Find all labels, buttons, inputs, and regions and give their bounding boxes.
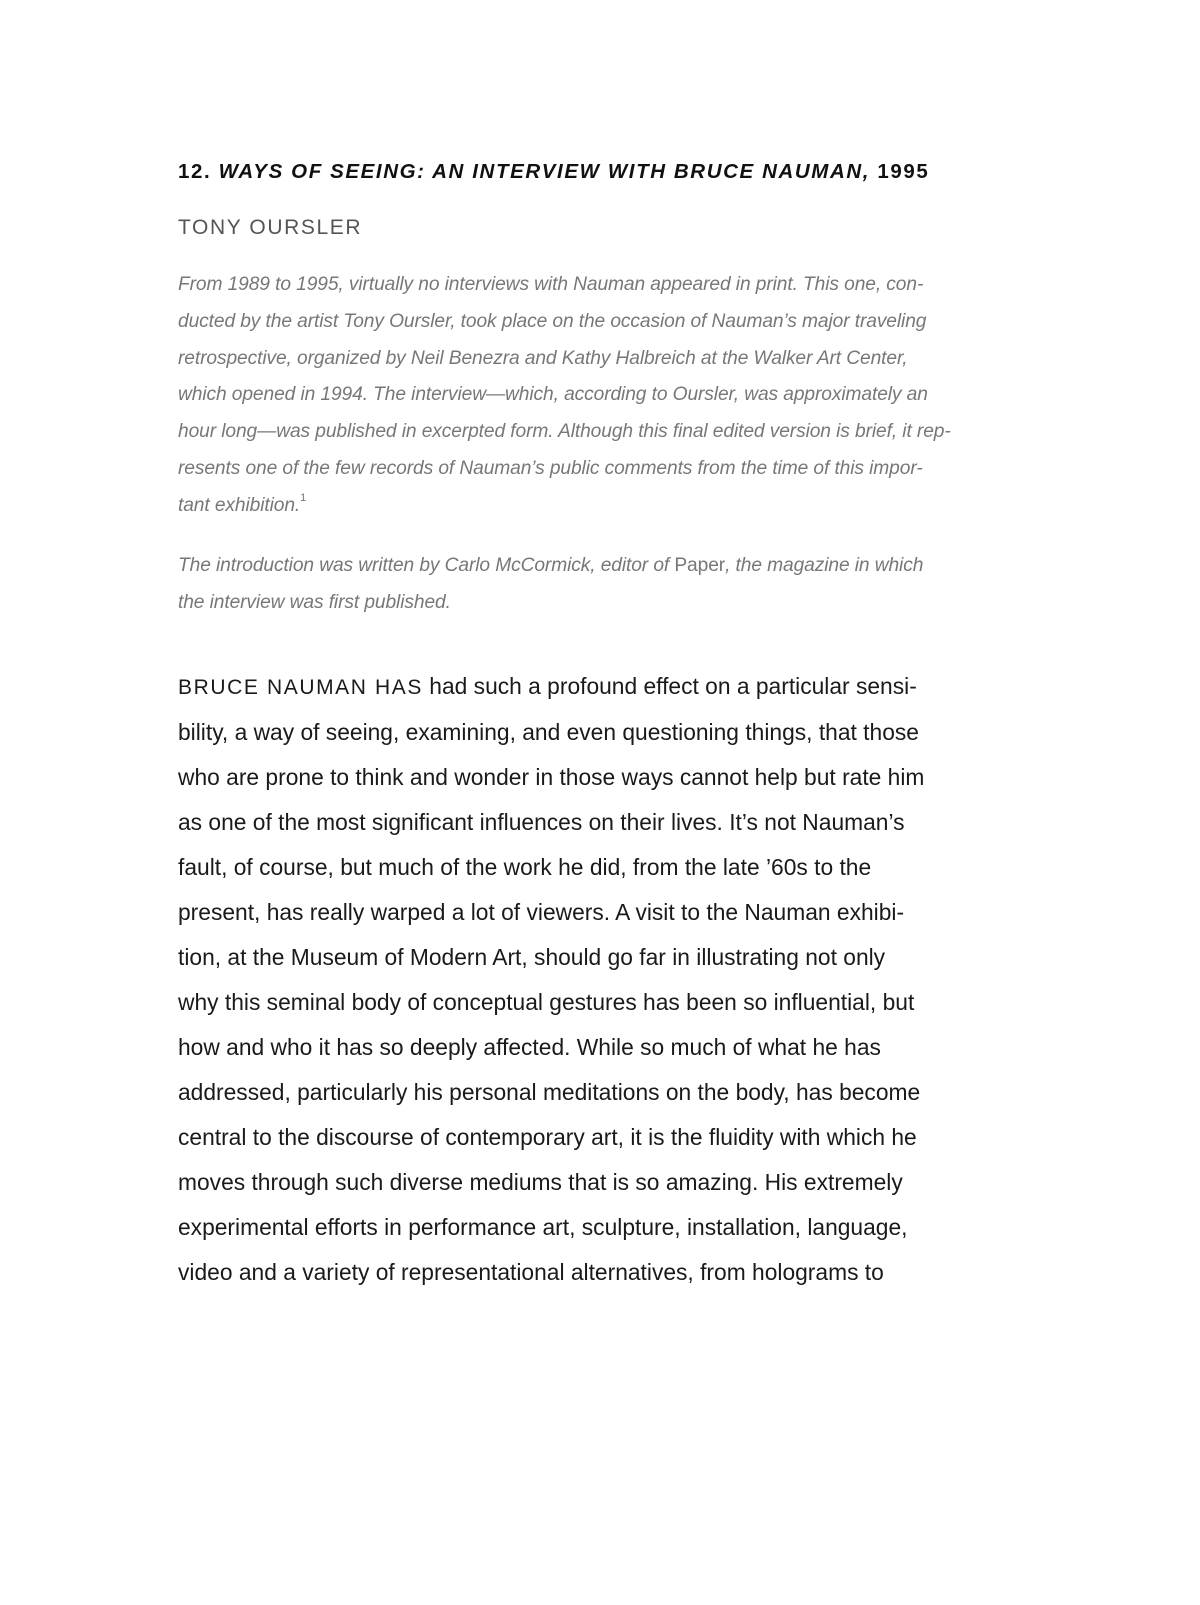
body-line-first (178, 664, 1043, 710)
intro-note-paragraph (178, 548, 1038, 622)
intro-line: hour long—was published in excerpted form. Although this final edited version is brief, it rep- (178, 421, 951, 443)
magazine-name: Paper (674, 555, 726, 576)
body-line: fault, of course, but much of the work he did, from the late ’60s to the (178, 854, 872, 880)
body-text: had such a profound effect on a particular sensi- (422, 673, 917, 699)
footnote-marker: 1 (300, 491, 307, 504)
intro-paragraph (178, 267, 1038, 525)
body-paragraph (178, 664, 1043, 1295)
intro-note-line: the interview was first published. (178, 591, 451, 613)
body-line: tion, at the Museum of Modern Art, should go far in illustrating not only (178, 944, 886, 970)
intro-line: retrospective, organized by Neil Benezra and Kathy Halbreich at the Walker Art Center, (178, 347, 908, 369)
body-line: as one of the most significant influences on their lives. It’s not Nauman’s (178, 809, 905, 835)
body-line: moves through such diverse mediums that is so amazing. His extremely (178, 1169, 903, 1195)
intro-line-last (178, 488, 1038, 525)
chapter-number: 12. (178, 160, 212, 183)
body-line: addressed, particularly his personal meditations on the body, has become (178, 1079, 921, 1105)
body-line: who are prone to think and wonder in those ways cannot help but rate him (178, 764, 925, 790)
intro-note-line (178, 548, 1038, 585)
intro-note-text: , the magazine in which (725, 555, 924, 576)
body-line: video and a variety of representational alternatives, from holograms to (178, 1259, 884, 1285)
body-line: bility, a way of seeing, examining, and even questioning things, that those (178, 719, 919, 745)
author-name: TONY OURSLER (178, 216, 363, 239)
intro-line-text: tant exhibition. (178, 494, 301, 516)
intro-line: From 1989 to 1995, virtually no interviews with Nauman appeared in print. This one, con- (178, 274, 924, 295)
chapter-title: WAYS OF SEEING: AN INTERVIEW WITH BRUCE NAUMAN, (218, 160, 871, 183)
body-line: present, has really warped a lot of viewers. A visit to the Nauman exhibi- (178, 899, 905, 925)
intro-line: resents one of the few records of Nauman’s public comments from the time of this impor- (178, 457, 923, 479)
chapter-year: 1995 (877, 160, 930, 183)
body-line: why this seminal body of conceptual gestures has been so influential, but (178, 989, 915, 1015)
lead-in-caps: BRUCE NAUMAN HAS (178, 676, 423, 699)
body-line: central to the discourse of contemporary art, it is the fluidity with which he (178, 1124, 917, 1150)
body-line: how and who it has so deeply affected. While so much of what he has (178, 1034, 881, 1060)
chapter-heading (178, 158, 1038, 186)
intro-line: ducted by the artist Tony Oursler, took place on the occasion of Nauman’s major traveling (178, 310, 927, 332)
body-line: experimental efforts in performance art, sculpture, installation, language, (178, 1214, 908, 1240)
intro-line: which opened in 1994. The interview—which, according to Oursler, was approximately an (178, 384, 928, 406)
intro-note-text: The introduction was written by Carlo McCormick, editor of (178, 555, 675, 576)
